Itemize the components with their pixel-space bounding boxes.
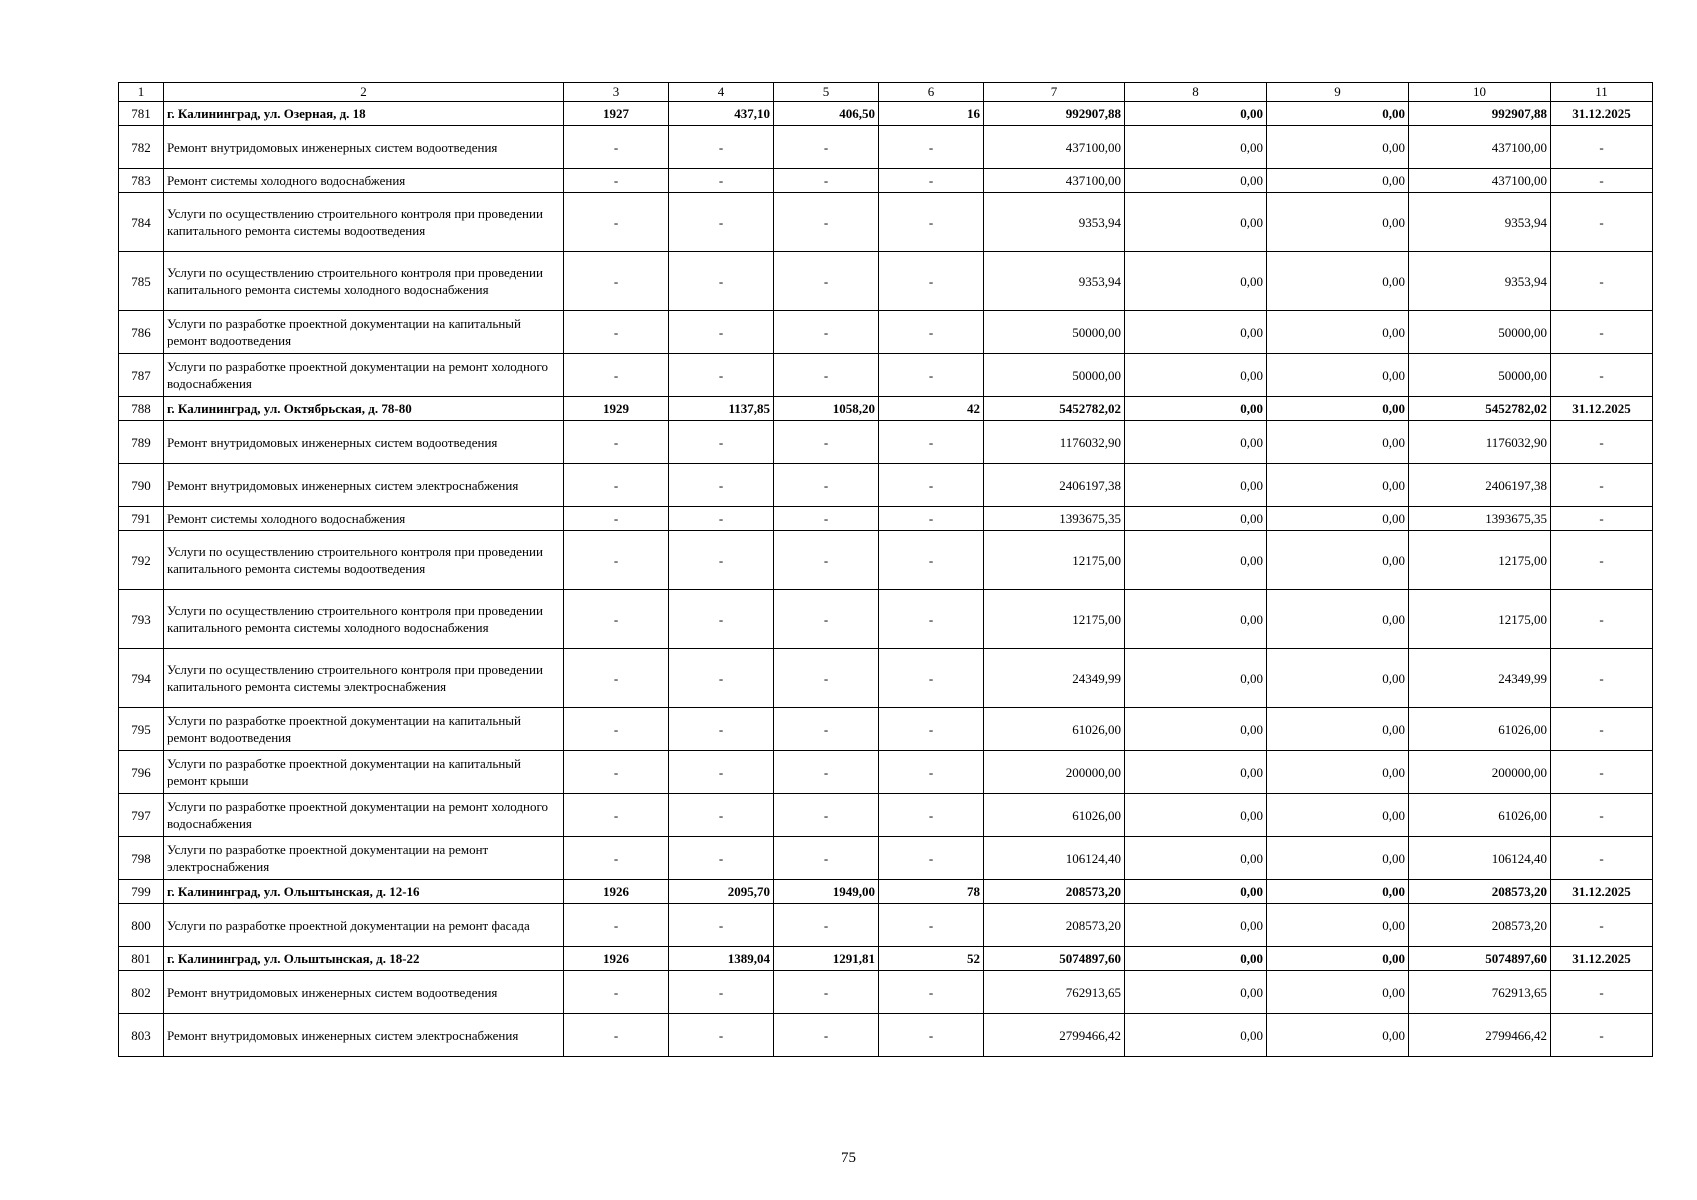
column-header: 11 (1551, 83, 1653, 102)
col-3-cell: - (564, 252, 669, 311)
col-7-cell: 762913,65 (984, 971, 1125, 1014)
col-4-cell: - (669, 590, 774, 649)
col-9-cell: 0,00 (1267, 464, 1409, 507)
work-item-row (119, 311, 1653, 354)
col-3-cell: - (564, 193, 669, 252)
col-11-cell: - (1551, 1014, 1653, 1057)
description-cell: Услуги по осуществлению строительного контроля при проведении капитального ремонта системы холодного водоснабжения (164, 590, 564, 649)
description-cell: Услуги по разработке проектной документации на капитальный ремонт водоотведения (164, 708, 564, 751)
col-8-cell: 0,00 (1125, 590, 1267, 649)
col-6-cell: 16 (879, 102, 984, 126)
col-8-cell: 0,00 (1125, 880, 1267, 904)
work-item-row (119, 354, 1653, 397)
col-4-cell: - (669, 1014, 774, 1057)
column-header: 7 (984, 83, 1125, 102)
col-4-cell: - (669, 464, 774, 507)
description-cell: Услуги по разработке проектной документации на капитальный ремонт крыши (164, 751, 564, 794)
col-6-cell: - (879, 708, 984, 751)
col-3-cell: - (564, 904, 669, 947)
col-9-cell: 0,00 (1267, 904, 1409, 947)
header-row (119, 83, 1653, 102)
col-3-cell: - (564, 169, 669, 193)
table-body (119, 83, 1653, 1057)
work-item-row (119, 169, 1653, 193)
col-8-cell: 0,00 (1125, 947, 1267, 971)
col-7-cell: 50000,00 (984, 311, 1125, 354)
col-3-cell: - (564, 531, 669, 590)
col-5-cell: - (774, 971, 879, 1014)
description-cell: Услуги по осуществлению строительного контроля при проведении капитального ремонта системы водоотведения (164, 193, 564, 252)
col-4-cell: - (669, 904, 774, 947)
col-6-cell: - (879, 507, 984, 531)
col-8-cell: 0,00 (1125, 794, 1267, 837)
col-8-cell: 0,00 (1125, 971, 1267, 1014)
address-row (119, 947, 1653, 971)
work-item-row (119, 126, 1653, 169)
description-cell: Услуги по разработке проектной документации на ремонт фасада (164, 904, 564, 947)
col-11-cell: - (1551, 507, 1653, 531)
row-number-cell: 795 (119, 708, 164, 751)
col-7-cell: 437100,00 (984, 126, 1125, 169)
col-3-cell: - (564, 751, 669, 794)
col-4-cell: - (669, 837, 774, 880)
col-9-cell: 0,00 (1267, 837, 1409, 880)
col-3-cell: 1926 (564, 880, 669, 904)
col-6-cell: - (879, 794, 984, 837)
col-6-cell: - (879, 649, 984, 708)
col-3-cell: - (564, 421, 669, 464)
repair-schedule-table (118, 82, 1653, 1057)
col-8-cell: 0,00 (1125, 354, 1267, 397)
col-5-cell: - (774, 193, 879, 252)
col-6-cell: 42 (879, 397, 984, 421)
description-cell: Ремонт внутридомовых инженерных систем водоотведения (164, 126, 564, 169)
col-8-cell: 0,00 (1125, 531, 1267, 590)
col-11-cell: - (1551, 354, 1653, 397)
col-4-cell: - (669, 252, 774, 311)
col-10-cell: 50000,00 (1409, 354, 1551, 397)
row-number-cell: 792 (119, 531, 164, 590)
col-11-cell: - (1551, 252, 1653, 311)
col-10-cell: 61026,00 (1409, 708, 1551, 751)
column-header: 1 (119, 83, 164, 102)
col-7-cell: 992907,88 (984, 102, 1125, 126)
col-8-cell: 0,00 (1125, 751, 1267, 794)
col-8-cell: 0,00 (1125, 252, 1267, 311)
col-7-cell: 9353,94 (984, 252, 1125, 311)
col-10-cell: 437100,00 (1409, 169, 1551, 193)
col-11-cell: - (1551, 193, 1653, 252)
col-3-cell: 1929 (564, 397, 669, 421)
col-5-cell: - (774, 1014, 879, 1057)
col-10-cell: 208573,20 (1409, 904, 1551, 947)
column-header: 4 (669, 83, 774, 102)
col-11-cell: 31.12.2025 (1551, 102, 1653, 126)
description-cell: Ремонт системы холодного водоснабжения (164, 507, 564, 531)
col-3-cell: - (564, 126, 669, 169)
col-10-cell: 12175,00 (1409, 531, 1551, 590)
description-cell: Услуги по осуществлению строительного контроля при проведении капитального ремонта системы водоотведения (164, 531, 564, 590)
address-row (119, 102, 1653, 126)
col-5-cell: - (774, 311, 879, 354)
col-10-cell: 2799466,42 (1409, 1014, 1551, 1057)
col-3-cell: 1926 (564, 947, 669, 971)
col-10-cell: 437100,00 (1409, 126, 1551, 169)
col-9-cell: 0,00 (1267, 751, 1409, 794)
col-4-cell: - (669, 751, 774, 794)
col-11-cell: - (1551, 971, 1653, 1014)
col-6-cell: - (879, 971, 984, 1014)
col-11-cell: - (1551, 904, 1653, 947)
col-10-cell: 1176032,90 (1409, 421, 1551, 464)
col-7-cell: 200000,00 (984, 751, 1125, 794)
col-5-cell: - (774, 794, 879, 837)
col-5-cell: - (774, 169, 879, 193)
row-number-cell: 789 (119, 421, 164, 464)
description-cell: Ремонт внутридомовых инженерных систем электроснабжения (164, 464, 564, 507)
col-9-cell: 0,00 (1267, 397, 1409, 421)
col-5-cell: - (774, 252, 879, 311)
col-4-cell: 437,10 (669, 102, 774, 126)
col-5-cell: 1058,20 (774, 397, 879, 421)
col-5-cell: - (774, 126, 879, 169)
col-6-cell: - (879, 531, 984, 590)
col-11-cell: - (1551, 169, 1653, 193)
col-5-cell: - (774, 421, 879, 464)
work-item-row (119, 421, 1653, 464)
work-item-row (119, 193, 1653, 252)
row-number-cell: 803 (119, 1014, 164, 1057)
col-11-cell: - (1551, 590, 1653, 649)
row-number-cell: 783 (119, 169, 164, 193)
row-number-cell: 781 (119, 102, 164, 126)
description-cell: г. Калининград, ул. Октябрьская, д. 78-80 (164, 397, 564, 421)
col-7-cell: 2406197,38 (984, 464, 1125, 507)
description-cell: Ремонт внутридомовых инженерных систем водоотведения (164, 971, 564, 1014)
col-8-cell: 0,00 (1125, 397, 1267, 421)
col-5-cell: - (774, 354, 879, 397)
col-6-cell: - (879, 1014, 984, 1057)
col-10-cell: 12175,00 (1409, 590, 1551, 649)
col-10-cell: 5452782,02 (1409, 397, 1551, 421)
col-3-cell: - (564, 794, 669, 837)
col-11-cell: - (1551, 751, 1653, 794)
col-5-cell: - (774, 507, 879, 531)
column-header: 3 (564, 83, 669, 102)
col-7-cell: 12175,00 (984, 531, 1125, 590)
col-8-cell: 0,00 (1125, 126, 1267, 169)
col-11-cell: - (1551, 531, 1653, 590)
col-7-cell: 61026,00 (984, 708, 1125, 751)
col-8-cell: 0,00 (1125, 708, 1267, 751)
col-7-cell: 106124,40 (984, 837, 1125, 880)
col-7-cell: 1393675,35 (984, 507, 1125, 531)
col-5-cell: - (774, 708, 879, 751)
col-11-cell: 31.12.2025 (1551, 397, 1653, 421)
col-7-cell: 208573,20 (984, 880, 1125, 904)
col-9-cell: 0,00 (1267, 102, 1409, 126)
col-9-cell: 0,00 (1267, 252, 1409, 311)
work-item-row (119, 751, 1653, 794)
col-10-cell: 50000,00 (1409, 311, 1551, 354)
row-number-cell: 784 (119, 193, 164, 252)
col-10-cell: 762913,65 (1409, 971, 1551, 1014)
work-item-row (119, 708, 1653, 751)
description-cell: г. Калининград, ул. Ольштынская, д. 18-22 (164, 947, 564, 971)
row-number-cell: 801 (119, 947, 164, 971)
col-7-cell: 1176032,90 (984, 421, 1125, 464)
col-5-cell: - (774, 464, 879, 507)
col-6-cell: - (879, 904, 984, 947)
column-header: 10 (1409, 83, 1551, 102)
col-10-cell: 9353,94 (1409, 193, 1551, 252)
column-header: 6 (879, 83, 984, 102)
col-4-cell: - (669, 507, 774, 531)
col-9-cell: 0,00 (1267, 126, 1409, 169)
col-4-cell: - (669, 311, 774, 354)
col-5-cell: - (774, 649, 879, 708)
work-item-row (119, 649, 1653, 708)
col-3-cell: - (564, 649, 669, 708)
col-6-cell: - (879, 193, 984, 252)
col-3-cell: - (564, 590, 669, 649)
col-5-cell: - (774, 590, 879, 649)
work-item-row (119, 464, 1653, 507)
col-7-cell: 12175,00 (984, 590, 1125, 649)
work-item-row (119, 252, 1653, 311)
col-10-cell: 24349,99 (1409, 649, 1551, 708)
col-10-cell: 208573,20 (1409, 880, 1551, 904)
col-4-cell: - (669, 649, 774, 708)
col-4-cell: - (669, 126, 774, 169)
description-cell: Ремонт внутридомовых инженерных систем электроснабжения (164, 1014, 564, 1057)
col-7-cell: 437100,00 (984, 169, 1125, 193)
col-10-cell: 2406197,38 (1409, 464, 1551, 507)
col-9-cell: 0,00 (1267, 169, 1409, 193)
col-6-cell: - (879, 837, 984, 880)
col-4-cell: - (669, 971, 774, 1014)
col-11-cell: - (1551, 649, 1653, 708)
col-8-cell: 0,00 (1125, 311, 1267, 354)
col-8-cell: 0,00 (1125, 1014, 1267, 1057)
work-item-row (119, 507, 1653, 531)
row-number-cell: 791 (119, 507, 164, 531)
col-6-cell: - (879, 252, 984, 311)
description-cell: Ремонт системы холодного водоснабжения (164, 169, 564, 193)
description-cell: Услуги по разработке проектной документации на капитальный ремонт водоотведения (164, 311, 564, 354)
col-8-cell: 0,00 (1125, 193, 1267, 252)
col-5-cell: - (774, 837, 879, 880)
col-3-cell: - (564, 354, 669, 397)
work-item-row (119, 590, 1653, 649)
col-4-cell: 1389,04 (669, 947, 774, 971)
col-6-cell: 78 (879, 880, 984, 904)
description-cell: Услуги по разработке проектной документации на ремонт холодного водоснабжения (164, 354, 564, 397)
col-11-cell: - (1551, 311, 1653, 354)
work-item-row (119, 837, 1653, 880)
column-header: 5 (774, 83, 879, 102)
work-item-row (119, 971, 1653, 1014)
col-11-cell: - (1551, 126, 1653, 169)
work-item-row (119, 1014, 1653, 1057)
col-11-cell: 31.12.2025 (1551, 947, 1653, 971)
row-number-cell: 788 (119, 397, 164, 421)
column-header: 9 (1267, 83, 1409, 102)
col-9-cell: 0,00 (1267, 794, 1409, 837)
description-cell: г. Калининград, ул. Ольштынская, д. 12-16 (164, 880, 564, 904)
col-3-cell: - (564, 464, 669, 507)
col-9-cell: 0,00 (1267, 880, 1409, 904)
row-number-cell: 802 (119, 971, 164, 1014)
row-number-cell: 799 (119, 880, 164, 904)
col-7-cell: 5074897,60 (984, 947, 1125, 971)
col-3-cell: 1927 (564, 102, 669, 126)
col-8-cell: 0,00 (1125, 507, 1267, 531)
col-6-cell: - (879, 464, 984, 507)
col-5-cell: - (774, 531, 879, 590)
col-9-cell: 0,00 (1267, 193, 1409, 252)
col-5-cell: 406,50 (774, 102, 879, 126)
col-6-cell: - (879, 169, 984, 193)
col-4-cell: 1137,85 (669, 397, 774, 421)
col-3-cell: - (564, 971, 669, 1014)
col-8-cell: 0,00 (1125, 904, 1267, 947)
row-number-cell: 800 (119, 904, 164, 947)
col-4-cell: - (669, 708, 774, 751)
col-7-cell: 208573,20 (984, 904, 1125, 947)
col-8-cell: 0,00 (1125, 837, 1267, 880)
col-7-cell: 9353,94 (984, 193, 1125, 252)
description-cell: г. Калининград, ул. Озерная, д. 18 (164, 102, 564, 126)
col-4-cell: - (669, 421, 774, 464)
col-6-cell: - (879, 421, 984, 464)
col-6-cell: - (879, 311, 984, 354)
col-7-cell: 50000,00 (984, 354, 1125, 397)
row-number-cell: 794 (119, 649, 164, 708)
col-10-cell: 1393675,35 (1409, 507, 1551, 531)
work-item-row (119, 904, 1653, 947)
work-item-row (119, 794, 1653, 837)
col-8-cell: 0,00 (1125, 421, 1267, 464)
col-11-cell: - (1551, 421, 1653, 464)
col-11-cell: - (1551, 708, 1653, 751)
col-8-cell: 0,00 (1125, 102, 1267, 126)
col-4-cell: - (669, 531, 774, 590)
col-10-cell: 106124,40 (1409, 837, 1551, 880)
col-10-cell: 200000,00 (1409, 751, 1551, 794)
col-3-cell: - (564, 1014, 669, 1057)
col-4-cell: - (669, 794, 774, 837)
col-6-cell: - (879, 126, 984, 169)
description-cell: Услуги по осуществлению строительного контроля при проведении капитального ремонта системы электроснабжения (164, 649, 564, 708)
col-9-cell: 0,00 (1267, 507, 1409, 531)
col-7-cell: 61026,00 (984, 794, 1125, 837)
description-cell: Ремонт внутридомовых инженерных систем водоотведения (164, 421, 564, 464)
row-number-cell: 786 (119, 311, 164, 354)
col-6-cell: - (879, 354, 984, 397)
row-number-cell: 798 (119, 837, 164, 880)
col-6-cell: - (879, 751, 984, 794)
page-number: 75 (841, 1150, 856, 1166)
col-11-cell: 31.12.2025 (1551, 880, 1653, 904)
col-9-cell: 0,00 (1267, 311, 1409, 354)
col-9-cell: 0,00 (1267, 708, 1409, 751)
row-number-cell: 785 (119, 252, 164, 311)
row-number-cell: 787 (119, 354, 164, 397)
col-3-cell: - (564, 507, 669, 531)
col-9-cell: 0,00 (1267, 590, 1409, 649)
description-cell: Услуги по разработке проектной документации на ремонт холодного водоснабжения (164, 794, 564, 837)
col-11-cell: - (1551, 794, 1653, 837)
row-number-cell: 782 (119, 126, 164, 169)
col-4-cell: - (669, 193, 774, 252)
column-header: 8 (1125, 83, 1267, 102)
col-9-cell: 0,00 (1267, 531, 1409, 590)
col-4-cell: 2095,70 (669, 880, 774, 904)
col-9-cell: 0,00 (1267, 971, 1409, 1014)
description-cell: Услуги по осуществлению строительного контроля при проведении капитального ремонта системы холодного водоснабжения (164, 252, 564, 311)
col-10-cell: 61026,00 (1409, 794, 1551, 837)
col-5-cell: 1949,00 (774, 880, 879, 904)
col-11-cell: - (1551, 837, 1653, 880)
col-7-cell: 24349,99 (984, 649, 1125, 708)
col-3-cell: - (564, 311, 669, 354)
col-8-cell: 0,00 (1125, 169, 1267, 193)
row-number-cell: 797 (119, 794, 164, 837)
row-number-cell: 790 (119, 464, 164, 507)
col-5-cell: - (774, 751, 879, 794)
column-header: 2 (164, 83, 564, 102)
col-9-cell: 0,00 (1267, 649, 1409, 708)
row-number-cell: 793 (119, 590, 164, 649)
col-5-cell: - (774, 904, 879, 947)
col-4-cell: - (669, 169, 774, 193)
col-10-cell: 5074897,60 (1409, 947, 1551, 971)
col-3-cell: - (564, 708, 669, 751)
address-row (119, 397, 1653, 421)
work-item-row (119, 531, 1653, 590)
col-9-cell: 0,00 (1267, 421, 1409, 464)
col-7-cell: 5452782,02 (984, 397, 1125, 421)
col-8-cell: 0,00 (1125, 649, 1267, 708)
col-4-cell: - (669, 354, 774, 397)
row-number-cell: 796 (119, 751, 164, 794)
address-row (119, 880, 1653, 904)
col-9-cell: 0,00 (1267, 947, 1409, 971)
col-6-cell: 52 (879, 947, 984, 971)
col-11-cell: - (1551, 464, 1653, 507)
col-9-cell: 0,00 (1267, 354, 1409, 397)
description-cell: Услуги по разработке проектной документации на ремонт электроснабжения (164, 837, 564, 880)
col-5-cell: 1291,81 (774, 947, 879, 971)
col-6-cell: - (879, 590, 984, 649)
col-9-cell: 0,00 (1267, 1014, 1409, 1057)
col-8-cell: 0,00 (1125, 464, 1267, 507)
col-7-cell: 2799466,42 (984, 1014, 1125, 1057)
col-10-cell: 992907,88 (1409, 102, 1551, 126)
col-10-cell: 9353,94 (1409, 252, 1551, 311)
col-3-cell: - (564, 837, 669, 880)
